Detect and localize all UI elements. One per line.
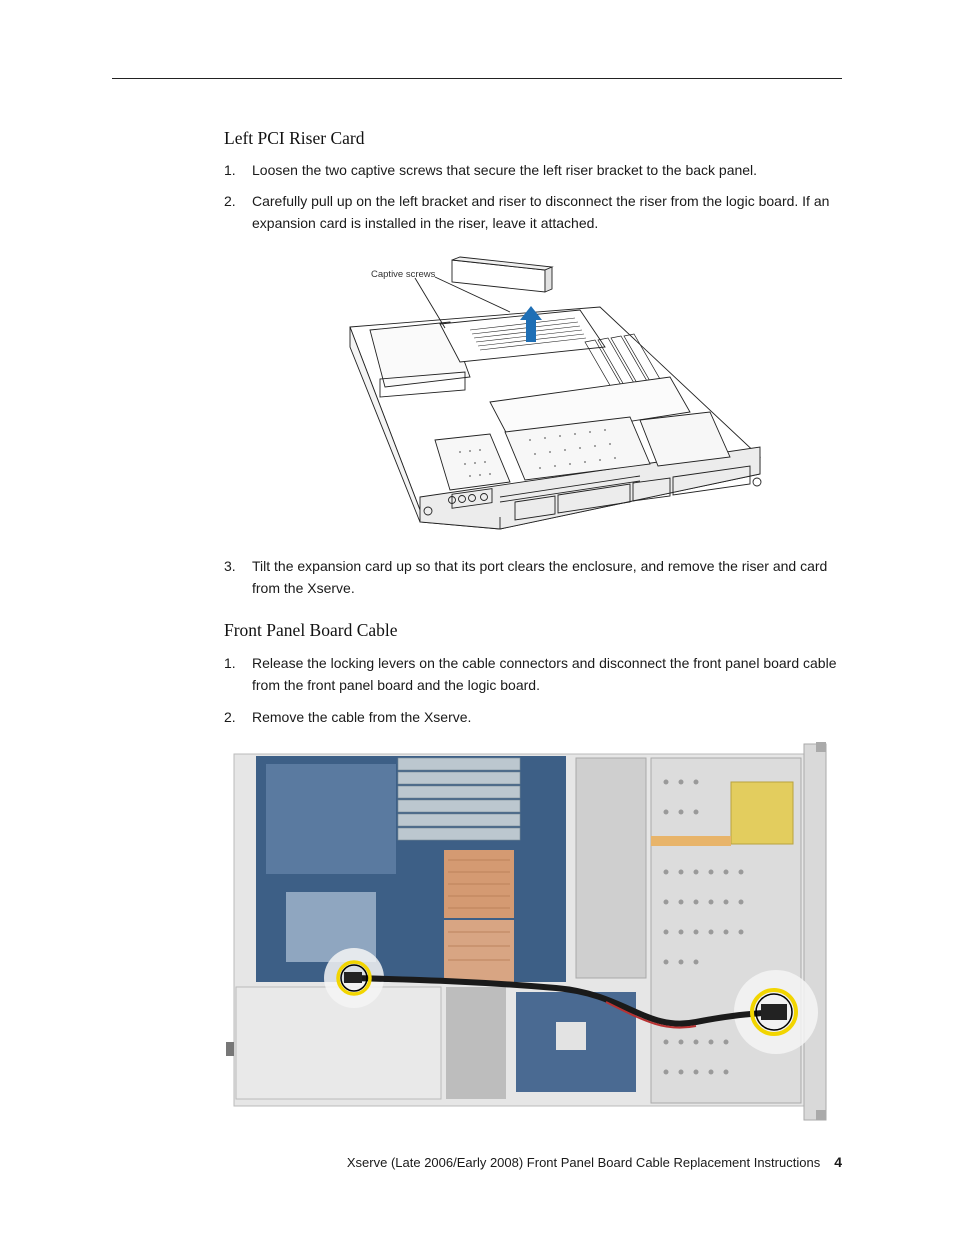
step-text: Release the locking levers on the cable connectors and disconnect the front panel board cable from the front panel board and the logic board. <box>252 655 837 693</box>
step-text: Carefully pull up on the left bracket and riser to disconnect the riser from the logic board. If an expansion card is installed in the riser, leave it attached. <box>252 193 830 231</box>
step-text: Tilt the expansion card up so that its port clears the enclosure, and remove the riser and card from the Xserve. <box>252 558 828 596</box>
page-footer <box>300 1154 842 1170</box>
section-heading-front-panel-board-cable: Front Panel Board Cable <box>224 620 398 640</box>
step-number: 2. <box>224 709 236 725</box>
header-rule <box>112 78 842 79</box>
captive-screws-callout: Captive screws <box>371 269 436 280</box>
page-number: 4 <box>834 1154 842 1170</box>
step-number: 1. <box>224 655 236 671</box>
xserve-line-drawing <box>340 252 775 532</box>
step-number: 3. <box>224 558 236 574</box>
footer-document-title: Xserve (Late 2006/Early 2008) Front Panel Board Cable Replacement Instructions <box>346 1155 821 1170</box>
step-text: Loosen the two captive screws that secure the left riser bracket to the back panel. <box>252 162 758 178</box>
step-number: 2. <box>224 193 236 209</box>
section-heading-left-pci-riser-card: Left PCI Riser Card <box>224 128 365 148</box>
riser-card-figure <box>340 252 775 532</box>
front-panel-cable-photo <box>226 742 838 1122</box>
step-number: 1. <box>224 162 236 178</box>
xserve-interior-photo <box>226 742 838 1122</box>
step-text: Remove the cable from the Xserve. <box>252 709 472 725</box>
